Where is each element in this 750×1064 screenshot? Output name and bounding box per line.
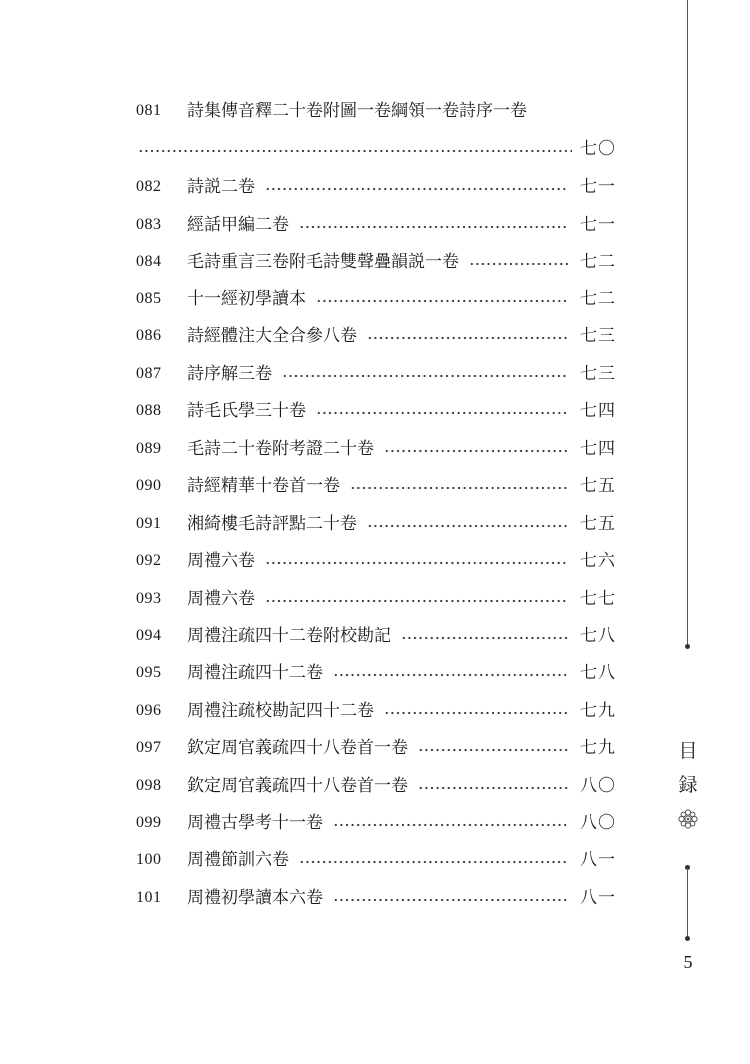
section-char-1: 目 [678,740,698,762]
entry-number: 100 [136,851,162,868]
entry-page: 七九 [580,701,616,721]
toc-entry [136,247,616,277]
leader-dots [384,449,568,453]
toc-entry [136,658,616,688]
entry-title: 周禮初學讀本六卷 [187,888,323,908]
leader-dots [367,524,568,528]
entry-title: 經話甲編二卷 [187,215,289,235]
entry-number: 087 [136,365,162,382]
toc-entry [136,546,616,576]
entry-title: 詩集傳音釋二十卷附圖一卷綱領一卷詩序一卷 [187,101,527,121]
entry-number: 092 [136,552,162,569]
entry-number: 081 [136,102,162,119]
entry-number: 085 [136,290,162,307]
entry-number: 097 [136,739,162,756]
toc-entry [136,172,616,202]
entry-page: 八一 [580,888,616,908]
entry-number: 090 [136,477,162,494]
leader-dots [282,374,568,378]
leader-dots [316,299,568,303]
entry-title: 詩説二卷 [187,177,255,197]
entry-number: 099 [136,814,162,831]
entry-page: 七九 [580,738,616,758]
entry-number: 098 [136,777,162,794]
entry-page: 七四 [580,401,616,421]
entry-number: 093 [136,590,162,607]
entry-title: 周禮注疏校勘記四十二卷 [187,701,374,721]
toc-entry-continuation [136,134,616,164]
leader-dots [333,898,568,902]
leader-dots [418,748,568,752]
entry-page: 七四 [580,439,616,459]
entry-title: 詩序解三卷 [187,364,272,384]
entry-number: 101 [136,889,162,906]
entry-title: 周禮節訓六卷 [187,850,289,870]
entry-page: 七五 [580,514,616,534]
entry-title: 詩毛氏學三十卷 [187,401,306,421]
toc-entry [136,584,616,614]
entry-page: 八〇 [580,813,616,833]
entry-title: 十一經初學讀本 [187,289,306,309]
toc-entry [136,284,616,314]
entry-page: 七五 [580,476,616,496]
entry-page: 八〇 [580,776,616,796]
margin-rule-end-dot [685,936,690,941]
leader-dots [299,225,568,229]
leader-dots [265,599,568,603]
toc-entry [136,471,616,501]
toc-entry [136,771,616,801]
entry-page: 七六 [580,551,616,571]
leader-dots [333,823,568,827]
entry-number: 095 [136,664,162,681]
entry-page: 七八 [580,663,616,683]
toc-entry [136,509,616,539]
entry-page: 七三 [580,364,616,384]
entry-number: 084 [136,253,162,270]
toc-entry [136,808,616,838]
leader-dots [401,636,568,640]
leader-dots [138,149,572,153]
entry-number: 083 [136,216,162,233]
toc-entry [136,696,616,726]
toc-entry [136,359,616,389]
entry-number: 088 [136,402,162,419]
entry-page: 七三 [580,326,616,346]
leader-dots [265,187,568,191]
entry-page: 八一 [580,850,616,870]
entry-page: 七一 [580,215,616,235]
entry-page: 七二 [580,289,616,309]
toc-entry [136,96,616,126]
leader-dots [299,860,568,864]
entry-title: 毛詩二十卷附考證二十卷 [187,439,374,459]
entry-title: 毛詩重言三卷附毛詩雙聲疊韻説一卷 [187,252,459,272]
entry-title: 湘綺樓毛詩評點二十卷 [187,514,357,534]
leader-dots [316,411,568,415]
toc-entry [136,733,616,763]
entry-number: 094 [136,627,162,644]
toc-entry [136,883,616,913]
page-number: 5 [683,952,693,972]
entry-title: 詩經精華十卷首一卷 [187,476,340,496]
leader-dots [367,336,568,340]
entry-number: 091 [136,515,162,532]
entry-title: 欽定周官義疏四十八卷首一卷 [187,738,408,758]
entry-page: 七〇 [580,139,616,159]
leader-dots [333,673,568,677]
entry-page: 七二 [580,252,616,272]
entry-number: 089 [136,440,162,457]
leader-dots [469,262,568,266]
entry-title: 欽定周官義疏四十八卷首一卷 [187,776,408,796]
leader-dots [384,711,568,715]
entry-page: 七八 [580,626,616,646]
entry-number: 096 [136,702,162,719]
flower-ornament-icon [677,808,699,830]
entry-title: 周禮古學考十一卷 [187,813,323,833]
margin-rule-bottom [687,868,688,938]
leader-dots [350,486,568,490]
toc-entry [136,396,616,426]
entry-page: 七一 [580,177,616,197]
entry-title: 周禮注疏四十二卷 [187,663,323,683]
entry-title: 詩經體注大全合參八卷 [187,326,357,346]
toc-entry [136,845,616,875]
margin-rule-top [687,0,688,645]
toc-entry [136,434,616,464]
entry-number: 086 [136,327,162,344]
entry-title: 周禮六卷 [187,589,255,609]
entry-title: 周禮注疏四十二卷附校勘記 [187,626,391,646]
margin-rule-end-dot [685,644,690,649]
section-char-2: 録 [678,774,698,796]
entry-title: 周禮六卷 [187,551,255,571]
entry-number: 082 [136,178,162,195]
entry-page: 七七 [580,589,616,609]
toc-entry [136,321,616,351]
leader-dots [265,561,568,565]
toc-entry [136,621,616,651]
leader-dots [418,786,568,790]
toc-entry [136,210,616,240]
